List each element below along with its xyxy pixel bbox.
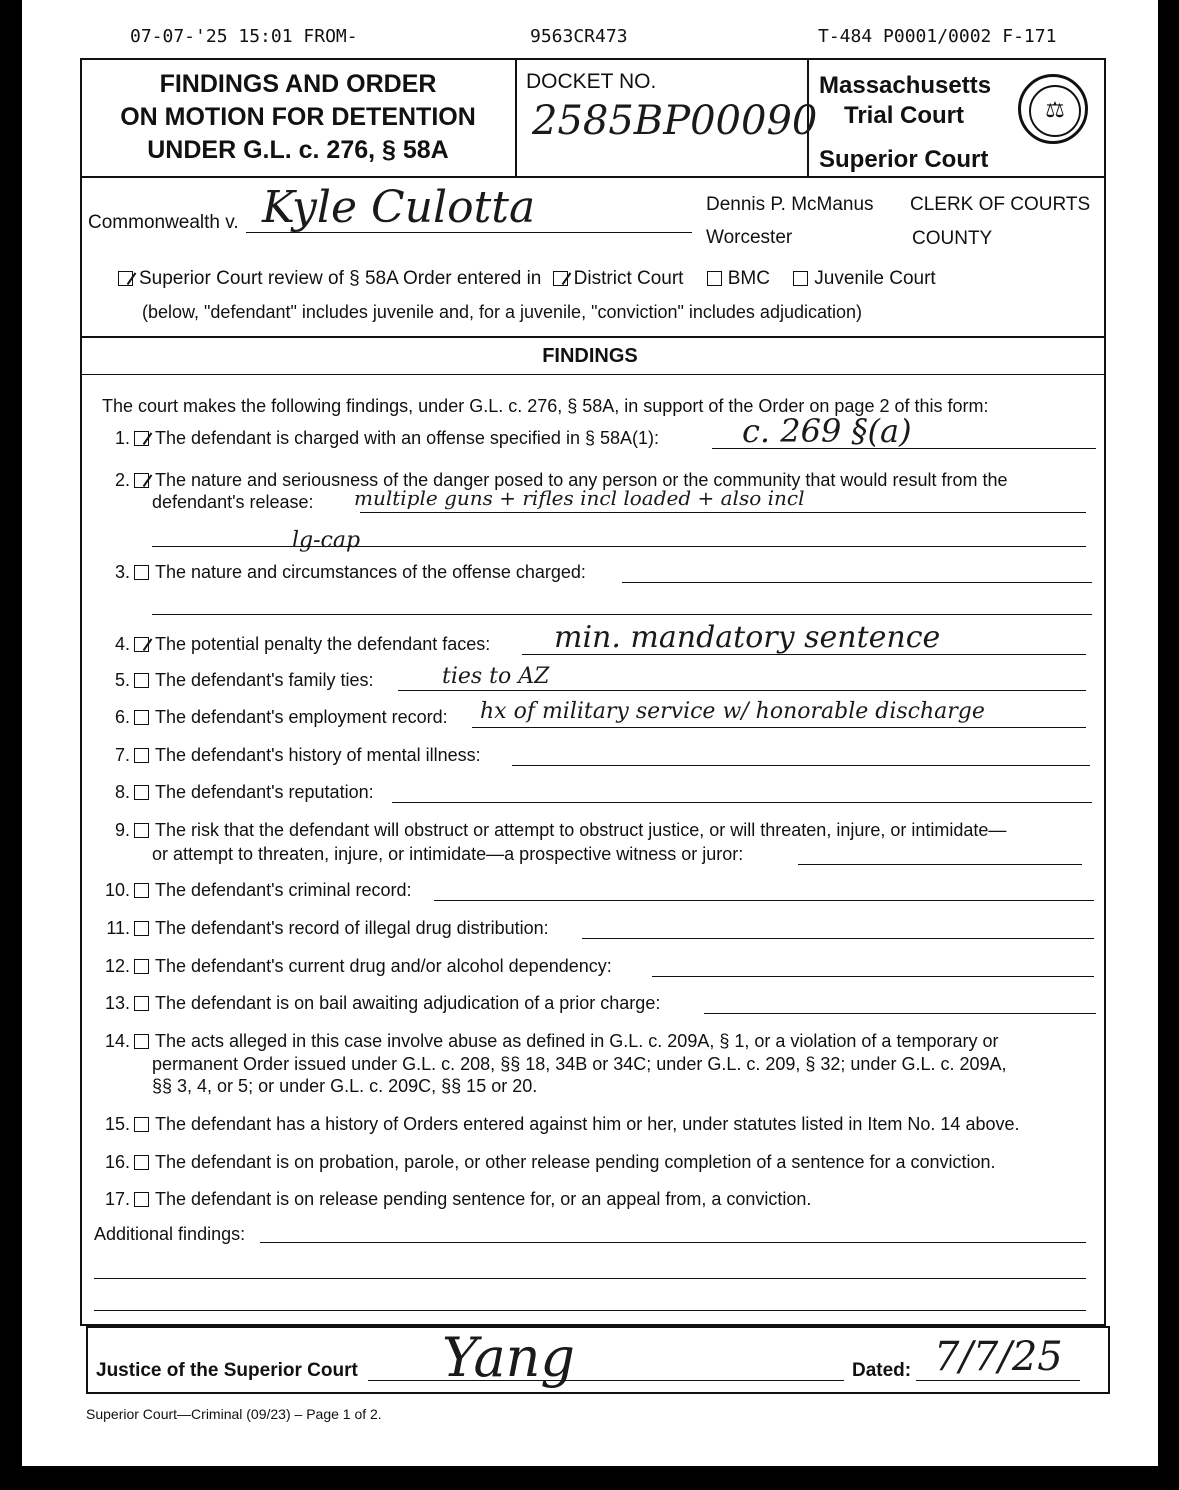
finding-checkbox[interactable] bbox=[134, 565, 149, 580]
finding-answer-line[interactable] bbox=[152, 614, 1092, 615]
finding-text-continued: defendant's release: bbox=[152, 492, 314, 512]
handwritten-answer: min. mandatory sentence bbox=[554, 620, 941, 655]
finding-item-3 bbox=[90, 562, 586, 583]
finding-text: The defendant's current drug and/or alcohol dependency: bbox=[155, 956, 612, 976]
finding-answer-line[interactable] bbox=[472, 727, 1086, 728]
finding-checkbox[interactable] bbox=[134, 673, 149, 688]
justice-signature: Yang bbox=[442, 1326, 575, 1389]
finding-checkbox[interactable] bbox=[134, 431, 149, 446]
finding-answer-line[interactable] bbox=[392, 802, 1092, 803]
scales-of-justice-seal-icon: ⚖ bbox=[1018, 74, 1088, 144]
district-court-checkbox[interactable] bbox=[553, 271, 568, 286]
handwritten-answer-continued: lg-cap bbox=[292, 528, 361, 553]
finding-number: 7. bbox=[114, 745, 130, 765]
finding-checkbox[interactable] bbox=[134, 637, 149, 652]
finding-answer-line[interactable] bbox=[360, 512, 1086, 513]
finding-text: The nature and circumstances of the offense charged: bbox=[155, 562, 586, 582]
finding-number: 8. bbox=[114, 782, 130, 802]
finding-text: The acts alleged in this case involve abuse as defined in G.L. c. 209A, § 1, or a violation of a temporary or bbox=[155, 1031, 999, 1051]
bmc-label: BMC bbox=[727, 268, 770, 289]
finding-item-5 bbox=[90, 670, 374, 691]
date-line[interactable] bbox=[916, 1380, 1080, 1381]
review-line bbox=[118, 268, 936, 290]
county-name: Worcester bbox=[706, 227, 793, 248]
court-line3: Superior Court bbox=[819, 146, 989, 173]
justice-label: Justice of the Superior Court bbox=[96, 1360, 358, 1381]
finding-checkbox[interactable] bbox=[134, 959, 149, 974]
finding-text: The defendant's family ties: bbox=[155, 670, 374, 690]
finding-text: The defendant's record of illegal drug distribution: bbox=[155, 918, 549, 938]
finding-number: 10. bbox=[104, 880, 130, 900]
finding-item-4 bbox=[90, 634, 490, 655]
date-value: 7/7/25 bbox=[934, 1334, 1063, 1380]
finding-answer-line[interactable] bbox=[582, 938, 1094, 939]
form-title bbox=[82, 68, 514, 167]
superior-review-label: Superior Court review of § 58A Order entered in bbox=[139, 268, 542, 289]
fax-header-right: T-484 P0001/0002 F-171 bbox=[818, 26, 1057, 47]
finding-answer-line[interactable] bbox=[434, 900, 1094, 901]
finding-answer-line[interactable] bbox=[652, 976, 1094, 977]
finding-number: 17. bbox=[104, 1189, 130, 1209]
findings-heading: FINDINGS bbox=[542, 345, 638, 367]
finding-text: The defendant's history of mental illness: bbox=[155, 745, 481, 765]
superior-review-checkbox[interactable] bbox=[118, 271, 133, 286]
defendant-note: (below, "defendant" includes juvenile and, for a juvenile, "conviction" includes adjudication) bbox=[142, 302, 862, 322]
additional-findings-line-3[interactable] bbox=[94, 1310, 1086, 1311]
finding-number: 9. bbox=[114, 820, 130, 840]
findings-intro: The court makes the following findings, under G.L. c. 276, § 58A, in support of the Order on page 2 of this form: bbox=[102, 396, 989, 416]
dated-label: Dated: bbox=[852, 1360, 912, 1381]
juvenile-court-label: Juvenile Court bbox=[814, 268, 936, 289]
finding-checkbox[interactable] bbox=[134, 921, 149, 936]
finding-number: 14. bbox=[104, 1031, 130, 1051]
docket-number: 2585BP00090 bbox=[532, 98, 818, 144]
finding-item-17 bbox=[90, 1189, 811, 1210]
clerk-name: Dennis P. McManus bbox=[706, 194, 874, 215]
finding-item-15 bbox=[90, 1114, 1020, 1135]
finding-item-13 bbox=[90, 993, 660, 1014]
defendant-name: Kyle Culotta bbox=[262, 182, 536, 233]
finding-text-continued: §§ 3, 4, or 5; or under G.L. c. 209C, §§ 15 or 20. bbox=[152, 1076, 538, 1096]
finding-item-6 bbox=[90, 707, 448, 728]
fax-header-center: 9563CR473 bbox=[530, 26, 628, 47]
finding-text: The defendant has a history of Orders entered against him or her, under statutes listed in Item No. 14 above. bbox=[155, 1114, 1020, 1134]
finding-number: 15. bbox=[104, 1114, 130, 1134]
handwritten-answer: ties to AZ bbox=[442, 664, 550, 689]
additional-findings-line-1[interactable] bbox=[260, 1242, 1086, 1243]
finding-item-14 bbox=[90, 1031, 998, 1052]
finding-answer-line[interactable] bbox=[798, 864, 1082, 865]
finding-number: 2. bbox=[114, 470, 130, 490]
findings-divider bbox=[80, 374, 1106, 375]
finding-answer-line[interactable] bbox=[704, 1013, 1096, 1014]
handwritten-answer: multiple guns + rifles incl loaded + also incl bbox=[354, 486, 805, 510]
finding-checkbox[interactable] bbox=[134, 883, 149, 898]
finding-text: The defendant is charged with an offense specified in § 58A(1): bbox=[155, 428, 659, 448]
finding-text: The defendant is on probation, parole, or other release pending completion of a sentence for a conviction. bbox=[155, 1152, 996, 1172]
finding-item-11 bbox=[90, 918, 549, 939]
finding-item-8 bbox=[90, 782, 374, 803]
finding-text: The defendant's employment record: bbox=[155, 707, 448, 727]
signature-line[interactable] bbox=[368, 1380, 844, 1381]
finding-checkbox[interactable] bbox=[134, 1034, 149, 1049]
juvenile-court-checkbox[interactable] bbox=[793, 271, 808, 286]
additional-findings-label: Additional findings: bbox=[94, 1224, 246, 1244]
finding-number: 5. bbox=[114, 670, 130, 690]
finding-checkbox[interactable] bbox=[134, 1192, 149, 1207]
finding-checkbox[interactable] bbox=[134, 1155, 149, 1170]
finding-checkbox[interactable] bbox=[134, 1117, 149, 1132]
finding-text: The defendant is on bail awaiting adjudication of a prior charge: bbox=[155, 993, 661, 1013]
finding-item-1 bbox=[90, 428, 659, 449]
finding-item-7 bbox=[90, 745, 481, 766]
county-label: COUNTY bbox=[912, 228, 993, 249]
handwritten-answer: hx of military service w/ honorable discharge bbox=[480, 699, 985, 724]
finding-text: The nature and seriousness of the danger posed to any person or the community that would result from the bbox=[155, 470, 1008, 490]
form-footer: Superior Court—Criminal (09/23) – Page 1 of 2. bbox=[86, 1406, 382, 1422]
finding-text: The potential penalty the defendant faces: bbox=[155, 634, 491, 654]
finding-text: The defendant's reputation: bbox=[155, 782, 374, 802]
finding-answer-line[interactable] bbox=[622, 582, 1092, 583]
finding-item-16 bbox=[90, 1152, 996, 1173]
form-title-line3: UNDER G.L. c. 276, § 58A bbox=[147, 136, 449, 164]
fax-header-left: 07-07-'25 15:01 FROM- bbox=[130, 26, 358, 47]
finding-number: 12. bbox=[104, 956, 130, 976]
finding-checkbox[interactable] bbox=[134, 823, 149, 838]
finding-number: 11. bbox=[106, 918, 130, 938]
handwritten-answer: c. 269 §(a) bbox=[742, 412, 912, 450]
finding-answer-line[interactable] bbox=[398, 690, 1086, 691]
finding-checkbox[interactable] bbox=[134, 473, 149, 488]
district-court-label: District Court bbox=[573, 268, 684, 289]
finding-text-continued: permanent Order issued under G.L. c. 208, §§ 18, 34B or 34C; under G.L. c. 209, § 32; under G.L. c. 209A, bbox=[152, 1054, 1007, 1074]
finding-item-12 bbox=[90, 956, 612, 977]
commonwealth-label: Commonwealth v. bbox=[88, 212, 239, 233]
finding-checkbox[interactable] bbox=[134, 710, 149, 725]
document-page bbox=[22, 0, 1158, 1466]
finding-checkbox[interactable] bbox=[134, 785, 149, 800]
finding-number: 3. bbox=[114, 562, 130, 582]
finding-item-9 bbox=[90, 820, 1006, 841]
additional-findings-line-2[interactable] bbox=[94, 1278, 1086, 1279]
finding-number: 13. bbox=[104, 993, 130, 1013]
finding-number: 16. bbox=[104, 1152, 130, 1172]
court-line2: Trial Court bbox=[844, 102, 965, 129]
clerk-title: CLERK OF COURTS bbox=[910, 194, 1091, 215]
finding-number: 6. bbox=[114, 707, 130, 727]
docket-label: DOCKET NO. bbox=[526, 70, 657, 93]
finding-number: 4. bbox=[114, 634, 130, 654]
finding-text: The defendant is on release pending sentence for, or an appeal from, a conviction. bbox=[155, 1189, 812, 1209]
finding-text-continued: or attempt to threaten, injure, or intimidate—a prospective witness or juror: bbox=[152, 844, 744, 864]
finding-answer-line[interactable] bbox=[512, 765, 1090, 766]
bmc-checkbox[interactable] bbox=[707, 271, 722, 286]
finding-text: The risk that the defendant will obstruct or attempt to obstruct justice, or will threaten, injure, or intimidate— bbox=[155, 820, 1007, 840]
finding-number: 1. bbox=[114, 428, 130, 448]
finding-checkbox[interactable] bbox=[134, 748, 149, 763]
court-line1: Massachusetts bbox=[819, 72, 992, 99]
form-title-line2: ON MOTION FOR DETENTION bbox=[120, 103, 476, 131]
finding-item-10 bbox=[90, 880, 412, 901]
finding-text: The defendant's criminal record: bbox=[155, 880, 412, 900]
form-title-line1: FINDINGS AND ORDER bbox=[159, 70, 437, 98]
finding-checkbox[interactable] bbox=[134, 996, 149, 1011]
